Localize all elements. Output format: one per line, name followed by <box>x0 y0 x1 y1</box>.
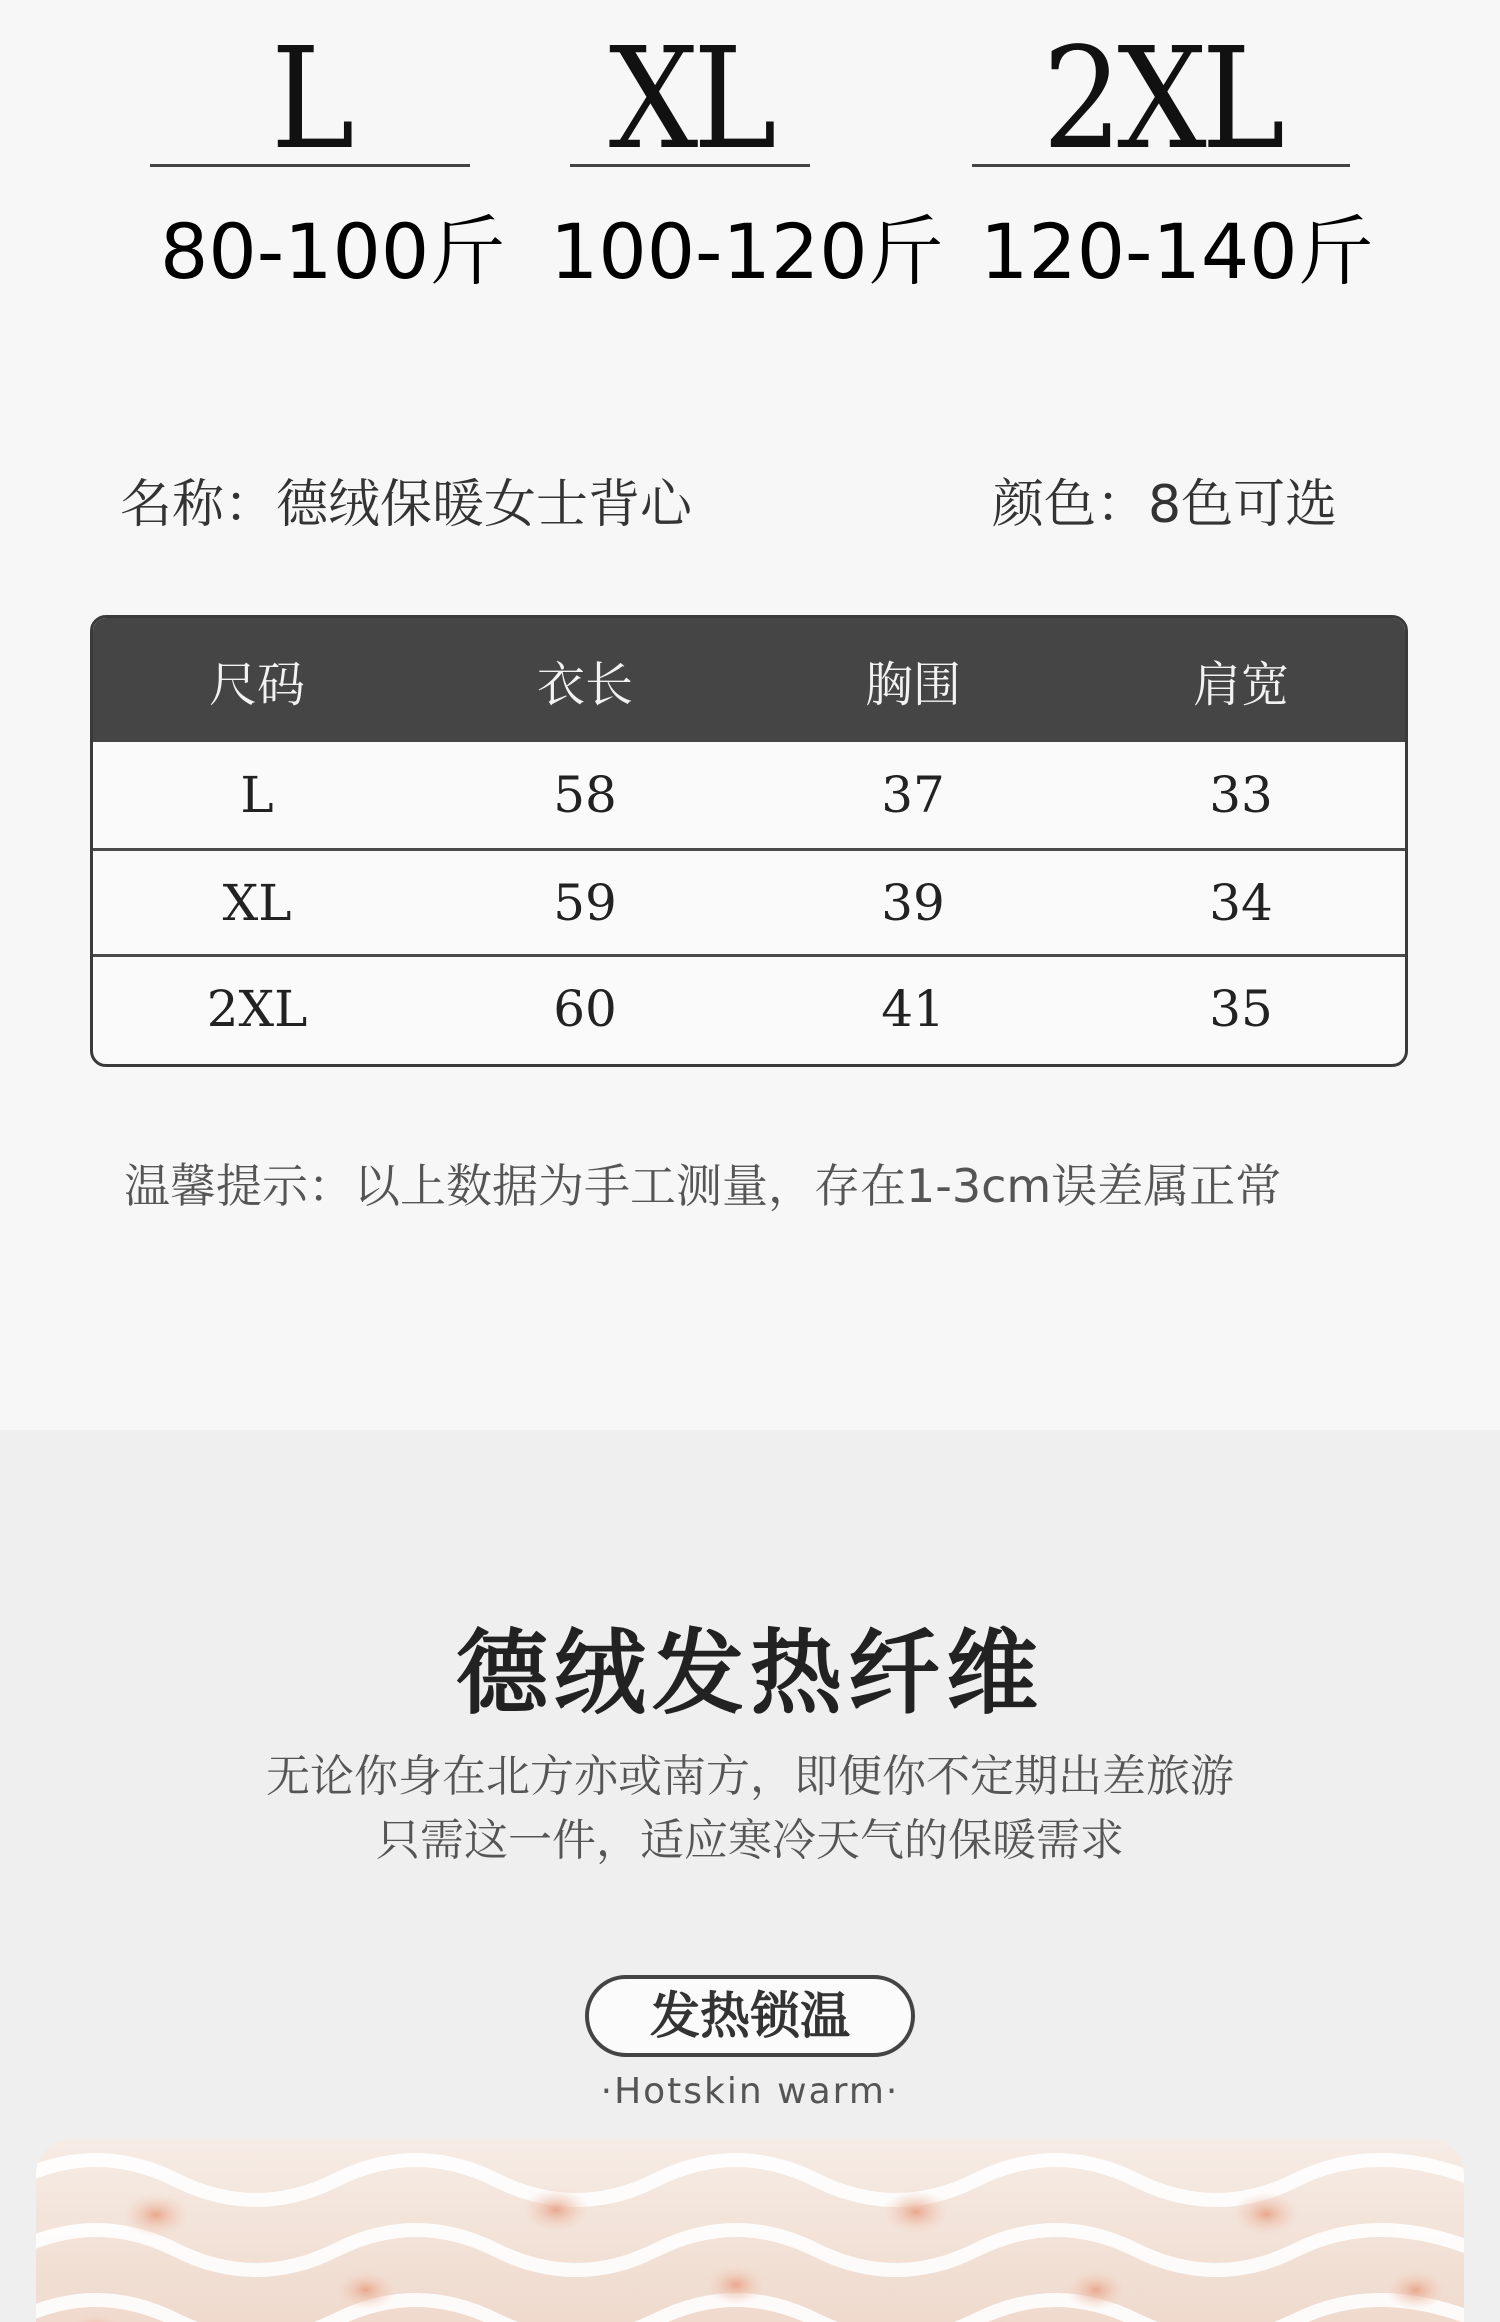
feature-title: 德绒发热纤维 <box>455 1620 1044 1727</box>
cell-size: XL <box>222 873 292 932</box>
desc-line: 只需这一件，适应寒冷天气的保暖需求 <box>376 1815 1124 1866</box>
size-weight-guide <box>0 18 1500 296</box>
table-row <box>93 954 1405 1060</box>
cell-bust: 39 <box>881 873 945 932</box>
header-shoulder: 肩宽 <box>1192 656 1289 713</box>
cell-bust: 37 <box>881 766 945 824</box>
weight-range: 80-100斤 <box>160 207 506 296</box>
feature-description <box>0 1745 1500 1873</box>
feature-badge: 发热锁温 <box>585 1975 915 2057</box>
header-size: 尺码 <box>208 656 305 713</box>
table-header <box>93 618 1405 742</box>
product-name: 名称：德绒保暖女士背心 <box>120 475 693 535</box>
cell-size: L <box>240 766 274 824</box>
fabric-texture-illustration <box>36 2140 1464 2322</box>
cell-bust: 41 <box>881 979 945 1038</box>
size-label: XL <box>608 18 772 181</box>
cell-length: 60 <box>553 979 617 1038</box>
size-chart-table <box>90 615 1408 1067</box>
weight-range: 120-140斤 <box>980 207 1374 296</box>
badge-subtitle: ·Hotskin warm· <box>600 2071 900 2112</box>
cell-length: 58 <box>553 766 617 824</box>
header-bust: 胸围 <box>864 656 961 713</box>
cell-shoulder: 35 <box>1209 979 1273 1038</box>
size-label: 2XL <box>1042 18 1280 181</box>
weight-range: 100-120斤 <box>550 207 944 296</box>
fabric-image <box>36 2140 1464 2322</box>
desc-line: 无论你身在北方亦或南方，即便你不定期出差旅游 <box>266 1751 1234 1802</box>
cell-length: 59 <box>553 873 617 932</box>
header-length: 衣长 <box>536 656 633 713</box>
size-col-xl <box>550 18 944 297</box>
feature-section <box>0 1430 1500 2322</box>
cell-shoulder: 34 <box>1209 873 1273 932</box>
cell-size: 2XL <box>206 979 308 1038</box>
table-row <box>93 742 1405 848</box>
size-label: L <box>270 18 350 181</box>
size-col-2xl <box>972 18 1374 297</box>
measurement-tip: 温馨提示：以上数据为手工测量，存在1-3cm误差属正常 <box>124 1159 1282 1213</box>
cell-shoulder: 33 <box>1209 766 1273 824</box>
product-color: 颜色：8色可选 <box>992 475 1338 535</box>
size-col-l <box>150 18 506 297</box>
table-row <box>93 848 1405 954</box>
